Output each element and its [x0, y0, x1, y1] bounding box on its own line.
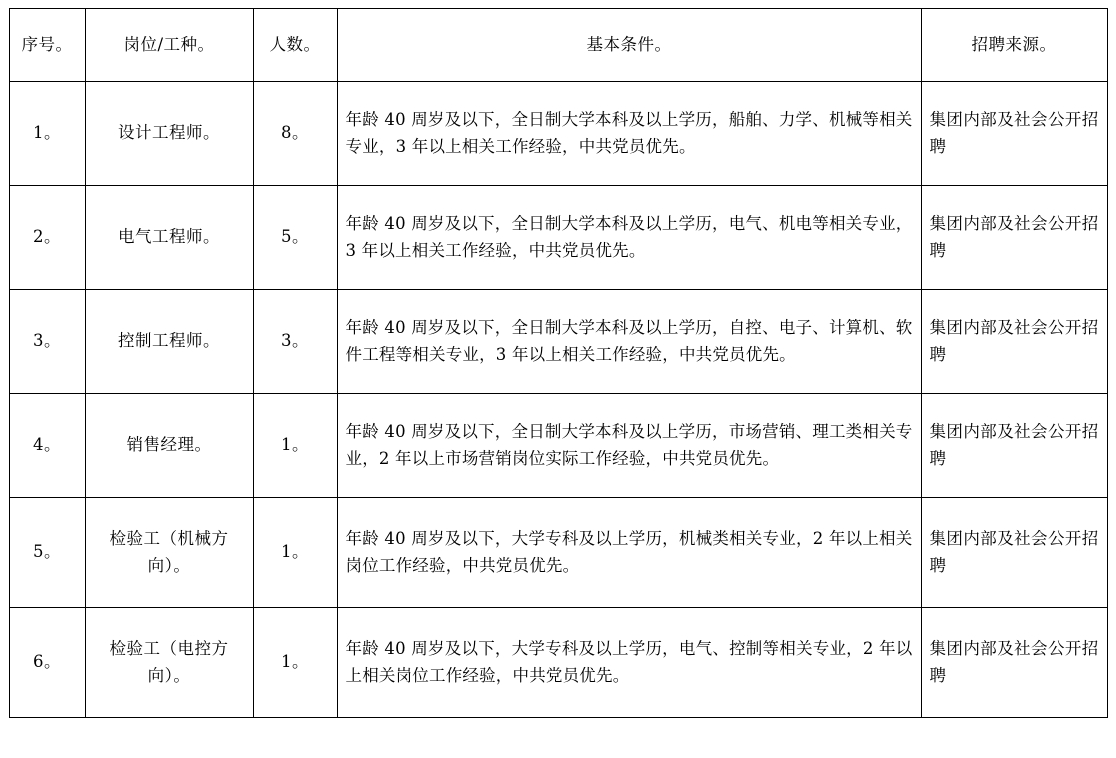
column-header-post: 岗位/工种。 [85, 9, 253, 82]
cell-no: 3。 [9, 290, 85, 394]
cell-count: 8。 [253, 82, 337, 186]
table-header [9, 9, 1107, 82]
cell-source: 集团内部及社会公开招聘 [921, 290, 1107, 394]
table-row [9, 290, 1107, 394]
cell-post: 控制工程师。 [85, 290, 253, 394]
cell-conditions: 年龄 40 周岁及以下，大学专科及以上学历，电气、控制等相关专业，2 年以上相关岗位工作经验，中共党员优先。 [337, 608, 921, 718]
cell-no: 6。 [9, 608, 85, 718]
cell-no: 4。 [9, 394, 85, 498]
cell-post: 检验工（机械方向）。 [85, 498, 253, 608]
cell-count: 3。 [253, 290, 337, 394]
cell-count: 5。 [253, 186, 337, 290]
cell-no: 1。 [9, 82, 85, 186]
table-row [9, 498, 1107, 608]
cell-count: 1。 [253, 608, 337, 718]
cell-post: 设计工程师。 [85, 82, 253, 186]
cell-conditions: 年龄 40 周岁及以下，全日制大学本科及以上学历，自控、电子、计算机、软件工程等相关专业，3 年以上相关工作经验，中共党员优先。 [337, 290, 921, 394]
cell-conditions: 年龄 40 周岁及以下，全日制大学本科及以上学历，市场营销、理工类相关专业，2 年以上市场营销岗位实际工作经验，中共党员优先。 [337, 394, 921, 498]
table-header-row [9, 9, 1107, 82]
column-header-count: 人数。 [253, 9, 337, 82]
table-row [9, 394, 1107, 498]
cell-conditions: 年龄 40 周岁及以下，全日制大学本科及以上学历，电气、机电等相关专业，3 年以上相关工作经验，中共党员优先。 [337, 186, 921, 290]
cell-source: 集团内部及社会公开招聘 [921, 608, 1107, 718]
table-row [9, 186, 1107, 290]
cell-count: 1。 [253, 394, 337, 498]
cell-conditions: 年龄 40 周岁及以下，全日制大学本科及以上学历，船舶、力学、机械等相关专业，3 年以上相关工作经验，中共党员优先。 [337, 82, 921, 186]
cell-conditions: 年龄 40 周岁及以下，大学专科及以上学历，机械类相关专业，2 年以上相关岗位工作经验，中共党员优先。 [337, 498, 921, 608]
column-header-conditions: 基本条件。 [337, 9, 921, 82]
table-row [9, 82, 1107, 186]
cell-post: 销售经理。 [85, 394, 253, 498]
cell-source: 集团内部及社会公开招聘 [921, 186, 1107, 290]
table-body [9, 82, 1107, 718]
column-header-source: 招聘来源。 [921, 9, 1107, 82]
cell-post: 电气工程师。 [85, 186, 253, 290]
cell-no: 5。 [9, 498, 85, 608]
cell-count: 1。 [253, 498, 337, 608]
cell-source: 集团内部及社会公开招聘 [921, 82, 1107, 186]
column-header-no: 序号。 [9, 9, 85, 82]
cell-source: 集团内部及社会公开招聘 [921, 394, 1107, 498]
recruitment-table [9, 8, 1108, 718]
cell-no: 2。 [9, 186, 85, 290]
table-row [9, 608, 1107, 718]
cell-source: 集团内部及社会公开招聘 [921, 498, 1107, 608]
cell-post: 检验工（电控方向）。 [85, 608, 253, 718]
